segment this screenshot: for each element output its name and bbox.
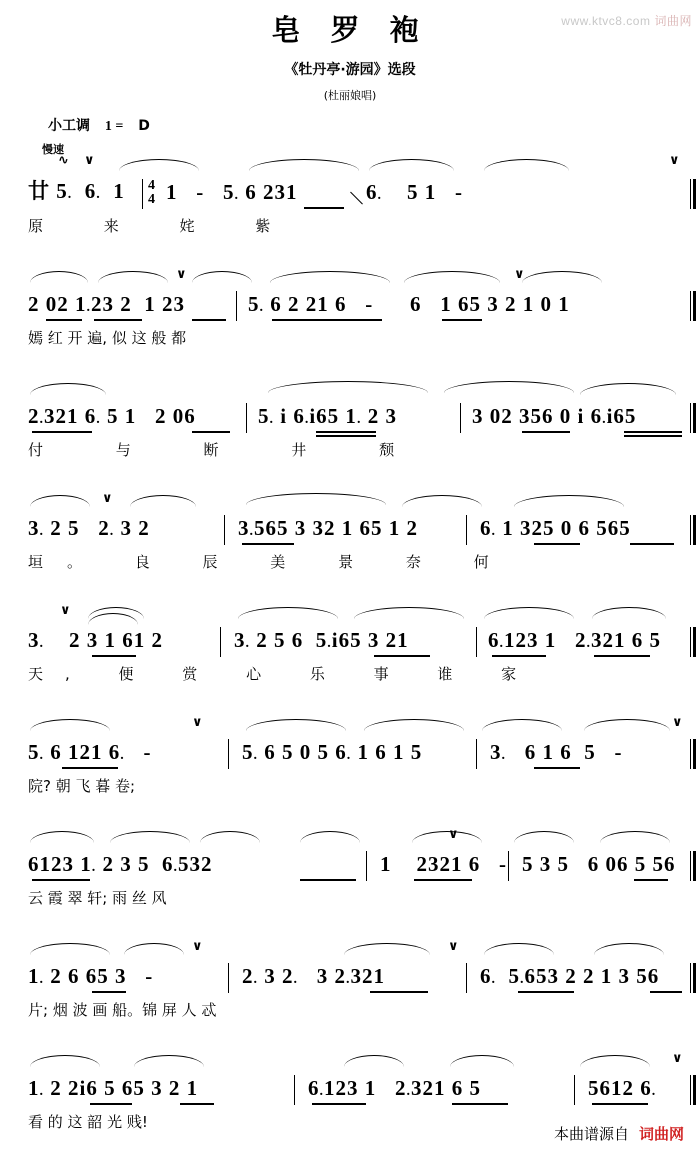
barline-end (690, 515, 691, 545)
slur (522, 271, 602, 283)
staff-system-2 (14, 267, 686, 383)
beam (90, 1103, 132, 1105)
breath-mark: ∨ (192, 939, 203, 954)
slur (88, 607, 144, 619)
barline (574, 1075, 575, 1105)
note-group: 5612 6. (588, 1076, 657, 1100)
lyric-row-8 (14, 999, 686, 1029)
breath-mark: ∨ (514, 267, 525, 282)
note-group: 1. 2 6 65 3 - (28, 964, 154, 988)
beam (492, 655, 546, 657)
footer-source: 本曲谱源自 (553, 1125, 629, 1143)
slur (344, 1055, 404, 1067)
barline-end (690, 179, 691, 209)
slur (249, 159, 359, 171)
barline (224, 515, 225, 545)
beam (534, 543, 580, 545)
barline (466, 515, 467, 545)
note-row-7 (14, 827, 686, 887)
slur (268, 381, 428, 393)
lyric-text: 原 来 姹 紫 (28, 217, 299, 235)
breath-mark: ∨ (669, 153, 680, 168)
note-group: 2.321 6. 5 1 2 06 (28, 404, 196, 428)
note-row-6 (14, 715, 686, 775)
key-label: 小工调 (48, 118, 90, 134)
barline (246, 403, 247, 433)
lyric-text: 看 的 这 韶 光 贱! (28, 1113, 148, 1131)
slur (200, 831, 260, 843)
slur (444, 381, 574, 393)
note-group: 5. 6 121 6. - (28, 740, 152, 764)
barline-end (690, 851, 691, 881)
barline (476, 627, 477, 657)
note-group: 6. 5.653 2 2 1 3 56 (480, 964, 660, 988)
footer-brand: 词曲网 (638, 1125, 684, 1143)
breath-mark: ∨ (176, 267, 187, 282)
slur (30, 1055, 100, 1067)
slur (514, 495, 624, 507)
note-group: 3.565 3 32 1 65 1 2 (238, 516, 418, 540)
breath-mark: ∨ (672, 715, 683, 730)
slur (30, 271, 88, 283)
breath-mark: ∨ (84, 153, 95, 168)
slur (246, 493, 386, 505)
lyric-row-1 (14, 215, 686, 245)
subtitle: 《牡丹亭·游园》选段 (284, 62, 416, 78)
note-group: 1 2321 6 - (380, 852, 507, 876)
barline (466, 963, 467, 993)
slur (594, 943, 664, 955)
note-group: 3 02 356 0 i 6.i65 (472, 404, 637, 428)
barline (294, 1075, 295, 1105)
beam (192, 431, 230, 433)
beam (192, 319, 226, 321)
beam (316, 431, 376, 433)
note-group: 5. 6 2 21 6 - (248, 292, 374, 316)
singer-note: (杜丽娘唱) (323, 89, 377, 102)
note-row-4 (14, 491, 686, 551)
beam (534, 767, 580, 769)
beam (180, 1103, 214, 1105)
beam (32, 879, 90, 881)
note-group: 5. i 6.i65 1. 2 3 (258, 404, 397, 428)
slur (404, 271, 500, 283)
footer (554, 1123, 684, 1144)
key-signature (48, 115, 700, 135)
slur (364, 719, 464, 731)
breath-mark: ∨ (60, 603, 71, 618)
note-group: 3. 2 5 2. 3 2 (28, 516, 150, 540)
beam (414, 879, 472, 881)
beam (312, 1103, 366, 1105)
slur (450, 1055, 514, 1067)
beam (374, 655, 430, 657)
beam (242, 543, 294, 545)
slur (30, 943, 110, 955)
note-group: 3. 2 3 1 61 2 (28, 628, 163, 652)
slur (119, 159, 199, 171)
lyric-row-4 (14, 551, 686, 581)
beam (272, 319, 382, 321)
lyric-row-7 (14, 887, 686, 917)
barline-end (690, 1075, 691, 1105)
beam (634, 879, 668, 881)
breath-mark: ∨ (448, 827, 459, 842)
beam (624, 435, 682, 437)
lyric-text: 嫣 红 开 遍, 似 这 般 都 (28, 329, 187, 347)
staff-system-3 (14, 383, 686, 495)
slur (30, 495, 90, 507)
note-row-2 (14, 267, 686, 327)
slur (402, 495, 482, 507)
barline (228, 739, 229, 769)
note-group: 2. 3 2. 3 2.321 (242, 964, 385, 988)
beam (630, 543, 674, 545)
note-group: 6. 1 325 0 6 565 (480, 516, 631, 540)
beam (518, 991, 574, 993)
note-row-1 (14, 153, 686, 215)
staff-system-4 (14, 491, 686, 607)
slur (344, 943, 430, 955)
beam (594, 655, 650, 657)
staff-system-6 (14, 715, 686, 831)
slur (300, 831, 360, 843)
beam (442, 319, 482, 321)
note-group: 廿 5. 6. 1 (28, 179, 125, 203)
beam (304, 207, 344, 209)
key-value: D (138, 118, 150, 134)
barline-end (690, 403, 691, 433)
barline (460, 403, 461, 433)
barline-end (690, 291, 691, 321)
lyric-text: 天, 便 赏 心 乐 事 谁 家 (28, 665, 539, 683)
slur (246, 719, 346, 731)
staff-system-7 (14, 827, 686, 943)
watermark-url: www.ktvc8.com (561, 14, 651, 28)
lyric-row-6 (14, 775, 686, 805)
note-group: 6 1 65 3 2 1 0 1 (410, 292, 570, 316)
breath-mark: ∨ (448, 939, 459, 954)
note-group: 3. 6 1 6 5 - (490, 740, 623, 764)
beam (46, 319, 82, 321)
beam (592, 1103, 648, 1105)
beam (650, 991, 682, 993)
staff-system-9 (14, 1051, 686, 1167)
barline (508, 851, 509, 881)
slur (580, 1055, 650, 1067)
note-group: 2 02 1.23 2 1 23 (28, 292, 185, 316)
slur (584, 719, 670, 731)
slur (580, 383, 676, 395)
beam (452, 1103, 508, 1105)
slur (600, 831, 670, 843)
time-signature: 4 4 (148, 178, 155, 207)
note-row-8 (14, 939, 686, 999)
beam (300, 879, 356, 881)
slur (592, 607, 666, 619)
barline (220, 627, 221, 657)
breath-mark: ∨ (192, 715, 203, 730)
staff-system-5 (14, 603, 686, 719)
lyric-text: 云 霞 翠 轩; 雨 丝 风 (28, 889, 167, 907)
breath-mark: ∨ (672, 1051, 683, 1066)
music-score (0, 153, 700, 1167)
staff-system-8 (14, 939, 686, 1055)
barline (236, 291, 237, 321)
tempo-marking: 慢速 (42, 143, 64, 156)
note-row-3 (14, 383, 686, 439)
staff-system-1 (14, 153, 686, 271)
note-group: 6.123 1 2.321 6 5 (308, 1076, 481, 1100)
slur (482, 719, 562, 731)
barline (142, 179, 143, 209)
slur (110, 831, 190, 843)
fermata-slash: ＼ (350, 192, 364, 207)
slur (30, 383, 106, 395)
beam (624, 431, 682, 433)
note-row-9 (14, 1051, 686, 1111)
slur (30, 719, 110, 731)
note-group: 6123 1. 2 3 5 6.532 (28, 852, 213, 876)
slur (270, 271, 390, 283)
slur (30, 831, 94, 843)
note-row-5 (14, 603, 686, 663)
slur (484, 607, 574, 619)
slur (484, 943, 554, 955)
beam (316, 435, 376, 437)
lyric-row-5 (14, 663, 686, 693)
watermark-site: 词曲网 (654, 14, 692, 28)
barline-end (690, 963, 691, 993)
beam (32, 431, 92, 433)
watermark (561, 12, 692, 29)
lyric-text: 垣。 良 辰 美 景 奈 何 (28, 553, 513, 571)
note-group: 1 - 5. 6 231 (166, 180, 298, 204)
slur (238, 607, 338, 619)
slur (369, 159, 454, 171)
breath-mark: ∨ (102, 491, 113, 506)
beam (370, 991, 428, 993)
slur (98, 271, 168, 283)
barline (476, 739, 477, 769)
lyric-text: 片; 烟 波 画 船。锦 屏 人 忒 (28, 1001, 217, 1019)
slur (192, 271, 252, 283)
note-group: 5 3 5 6 06 5 56 (522, 852, 676, 876)
barline-end (690, 627, 691, 657)
slur (134, 1055, 204, 1067)
note-group: 6.123 1 2.321 6 5 (488, 628, 661, 652)
page-title: 皂 罗 袍 (271, 13, 429, 47)
slur (354, 607, 464, 619)
note-group: 1. 2 2i6 5 65 3 2 1 (28, 1076, 199, 1100)
slur (412, 831, 482, 843)
slur (514, 831, 574, 843)
lyric-text: 付 与 断 井 颓 (28, 441, 429, 459)
lyric-text: 院? 朝 飞 暮 卷; (28, 777, 136, 795)
barline-end (690, 739, 691, 769)
slur (484, 159, 569, 171)
beam (92, 655, 136, 657)
beam (62, 767, 118, 769)
barline (228, 963, 229, 993)
note-group: 3. 2 5 6 5.i65 3 21 (234, 628, 409, 652)
beam (522, 431, 570, 433)
note-group: 5. 6 5 0 5 6. 1 6 1 5 (242, 740, 423, 764)
note-group: 6. 5 1 - (366, 180, 463, 204)
lyric-row-2 (14, 327, 686, 357)
ornament-mark: ∿ (58, 153, 69, 168)
barline (366, 851, 367, 881)
beam (94, 319, 142, 321)
slur (130, 495, 196, 507)
beam (92, 991, 126, 993)
lyric-row-3 (14, 439, 686, 469)
key-equals: 1 = (104, 119, 124, 134)
slur (124, 943, 184, 955)
